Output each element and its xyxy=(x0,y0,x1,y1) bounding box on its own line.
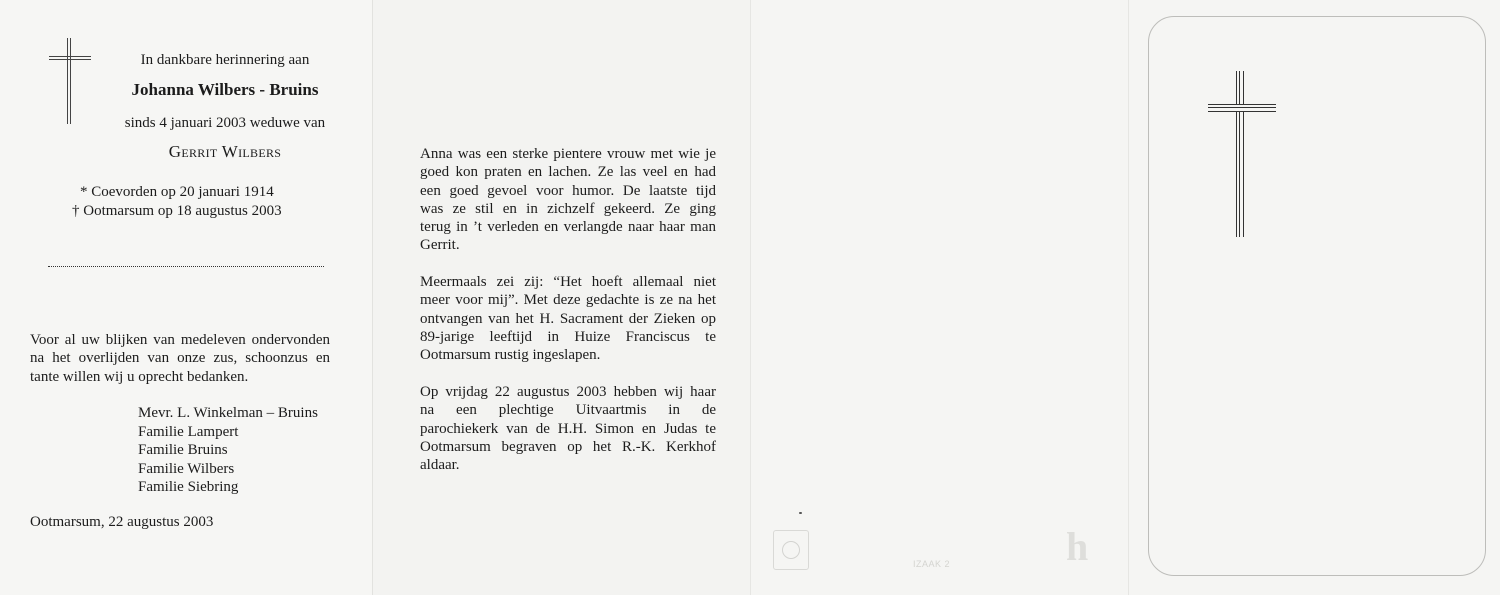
cross-icon xyxy=(67,38,71,124)
printer-logo-icon xyxy=(773,530,809,570)
husband-name: Gerrit Wilbers xyxy=(168,142,282,161)
text-line: een goed gevoel voor humor. De laatste tijd xyxy=(420,182,716,199)
thanks-line: Voor al uw blijken van medeleven ondervonden xyxy=(30,332,330,348)
family-name: Familie Siebring xyxy=(138,479,239,495)
blank-back-panel xyxy=(750,0,1128,595)
family-list xyxy=(138,404,318,497)
death-line: † Ootmarsum op 18 augustus 2003 xyxy=(72,203,282,219)
text-line: was ze stil en in zichzelf gekeerd. Ze ging xyxy=(420,200,716,217)
text-line: Gerrit. xyxy=(420,237,460,254)
text-line: aldaar. xyxy=(420,457,460,474)
thanks-line: tante willen wij u oprecht bedanken. xyxy=(30,368,249,385)
text-line: terug in ’t verleden en verlangde naar haar man xyxy=(420,219,716,236)
left-panel xyxy=(0,0,372,595)
widow-line: sinds 4 januari 2003 weduwe van xyxy=(124,115,326,131)
middle-text-panel xyxy=(372,0,750,595)
cross-icon-bar xyxy=(49,56,91,60)
thanks-line: na het overlijden van onze zus, schoonzus en xyxy=(30,350,330,367)
place-date: Ootmarsum, 22 augustus 2003 xyxy=(30,514,214,530)
text-line: meer voor mij”. Met deze gedachte is ze na het xyxy=(420,292,716,309)
family-name: Familie Lampert xyxy=(138,423,239,440)
paragraph-1 xyxy=(420,145,716,255)
printer-monogram-icon: h xyxy=(1066,524,1089,569)
deceased-name: Johanna Wilbers - Bruins xyxy=(131,80,319,99)
text-line: Op vrijdag 22 augustus 2003 hebben wij haar xyxy=(420,384,716,400)
text-line: 89-jarige leeftijd in Huize Franciscus te xyxy=(420,328,716,345)
family-name: Familie Bruins xyxy=(138,442,228,458)
paragraph-3 xyxy=(420,383,716,474)
family-name: Familie Wilbers xyxy=(138,460,235,477)
text-line: goed kon praten en lachen. Ze las veel en had xyxy=(420,164,716,181)
divider xyxy=(48,266,324,267)
cover-cross-icon xyxy=(1236,71,1244,237)
birth-line: * Coevorden op 20 januari 1914 xyxy=(80,184,274,200)
intro-text: In dankbare herinnering aan xyxy=(140,52,310,68)
text-line: Ootmarsum begraven op het R.-K. Kerkhof xyxy=(420,438,716,455)
text-line: Anna was een sterke pientere vrouw met wie je xyxy=(420,146,716,162)
text-line: parochiekerk van de H.H. Simon en Judas te xyxy=(420,420,716,437)
cover-cross-icon-bar xyxy=(1208,104,1276,112)
text-line: ontvangen van het H. Sacrament der Zieken op xyxy=(420,310,716,327)
cover-frame xyxy=(1148,16,1486,576)
text-line: na een plechtige Uitvaartmis in de xyxy=(420,402,716,419)
thanks-paragraph xyxy=(30,331,330,386)
printer-mark: IZAAK 2 xyxy=(913,559,951,569)
paragraph-2 xyxy=(420,273,716,364)
text-line: Ootmarsum rustig ingeslapen. xyxy=(420,347,601,364)
text-line: Meermaals zei zij: “Het hoeft allemaal niet xyxy=(420,274,716,290)
ink-speck xyxy=(799,512,802,514)
family-name: Mevr. L. Winkelman – Bruins xyxy=(138,405,318,421)
